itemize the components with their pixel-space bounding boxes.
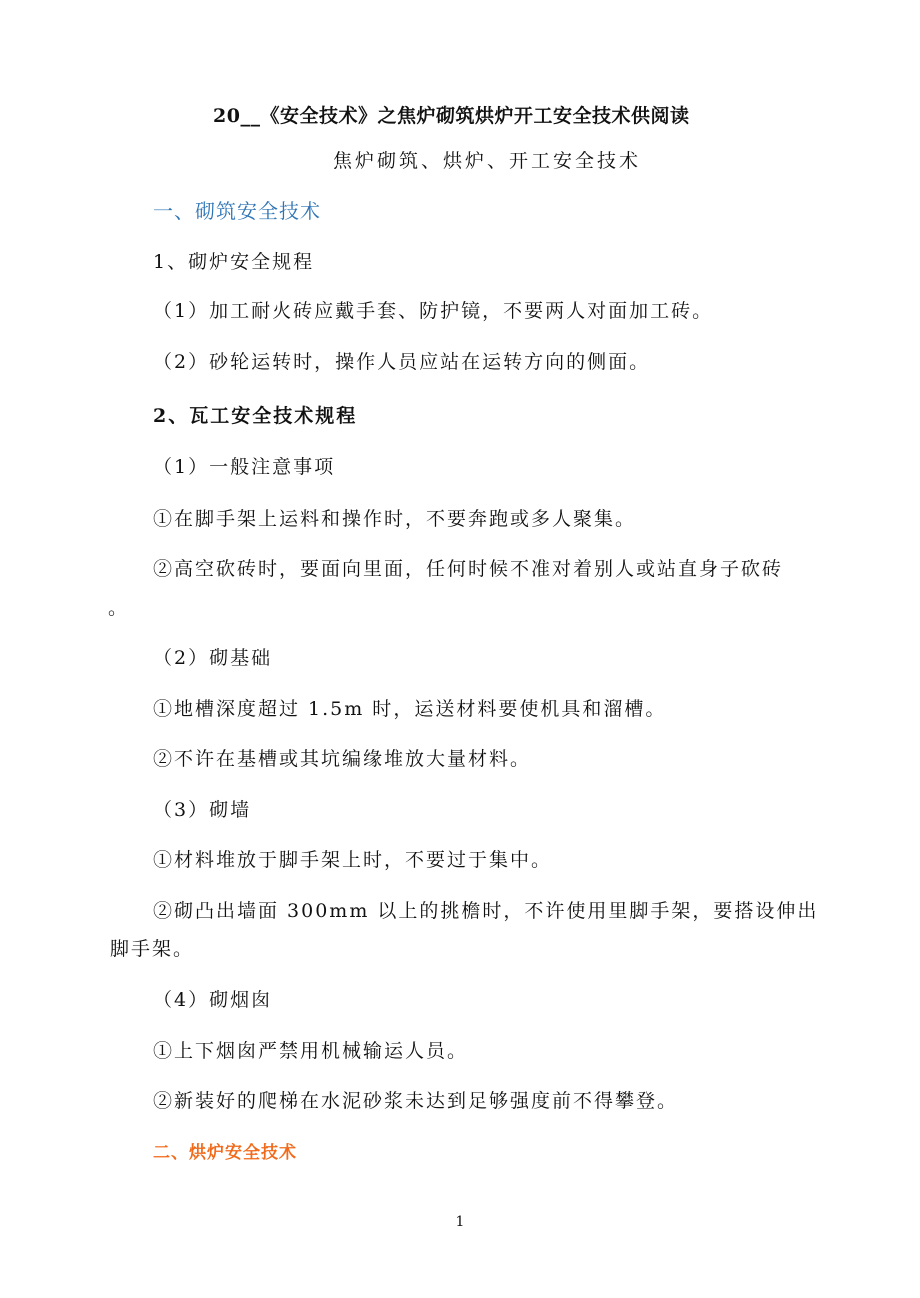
paragraph: ②砌凸出墙面 300mm 以上的挑檐时，不许使用里脚手架，要搭设伸出: [153, 900, 819, 922]
paragraph: ②新装好的爬梯在水泥砂浆未达到足够强度前不得攀登。: [153, 1090, 679, 1112]
subsection-item-heading: （3）砌墙: [153, 799, 252, 821]
paragraph: ①在脚手架上运料和操作时，不要奔跑或多人聚集。: [153, 508, 637, 530]
paragraph-continuation: 脚手架。: [110, 938, 195, 960]
subsection-item-heading: （4）砌烟囱: [153, 989, 273, 1011]
document-title: 20__《安全技术》之焦炉砌筑烘炉开工安全技术供阅读: [213, 105, 690, 127]
paragraph: ①地槽深度超过 1.5m 时，运送材料要使机具和溜槽。: [153, 698, 667, 720]
paragraph: ①材料堆放于脚手架上时，不要过于集中。: [153, 849, 553, 871]
section-heading-oven-heating: 二、烘炉安全技术: [153, 1143, 297, 1163]
paragraph: ②不许在基槽或其坑编缘堆放大量材料。: [153, 748, 532, 770]
subsection-item-heading: （1）一般注意事项: [153, 456, 336, 478]
page-number: 1: [455, 1214, 465, 1230]
paragraph: （1）加工耐火砖应戴手套、防护镜，不要两人对面加工砖。: [153, 300, 714, 322]
paragraph: ②高空砍砖时，要面向里面，任何时候不准对着别人或站直身子砍砖: [153, 558, 784, 580]
paragraph: ①上下烟囱严禁用机械输运人员。: [153, 1040, 469, 1062]
paragraph-continuation: 。: [108, 597, 130, 619]
subsection-heading-bricklayer-rules: 2、瓦工安全技术规程: [153, 405, 358, 427]
subsection-item-heading: （2）砌基础: [153, 647, 273, 669]
section-heading-masonry: 一、砌筑安全技术: [153, 199, 321, 223]
document-subtitle: 焦炉砌筑、烘炉、开工安全技术: [333, 150, 642, 172]
subsection-heading-furnace-rules: 1、砌炉安全规程: [153, 251, 315, 273]
paragraph: （2）砂轮运转时，操作人员应站在运转方向的侧面。: [153, 351, 651, 373]
